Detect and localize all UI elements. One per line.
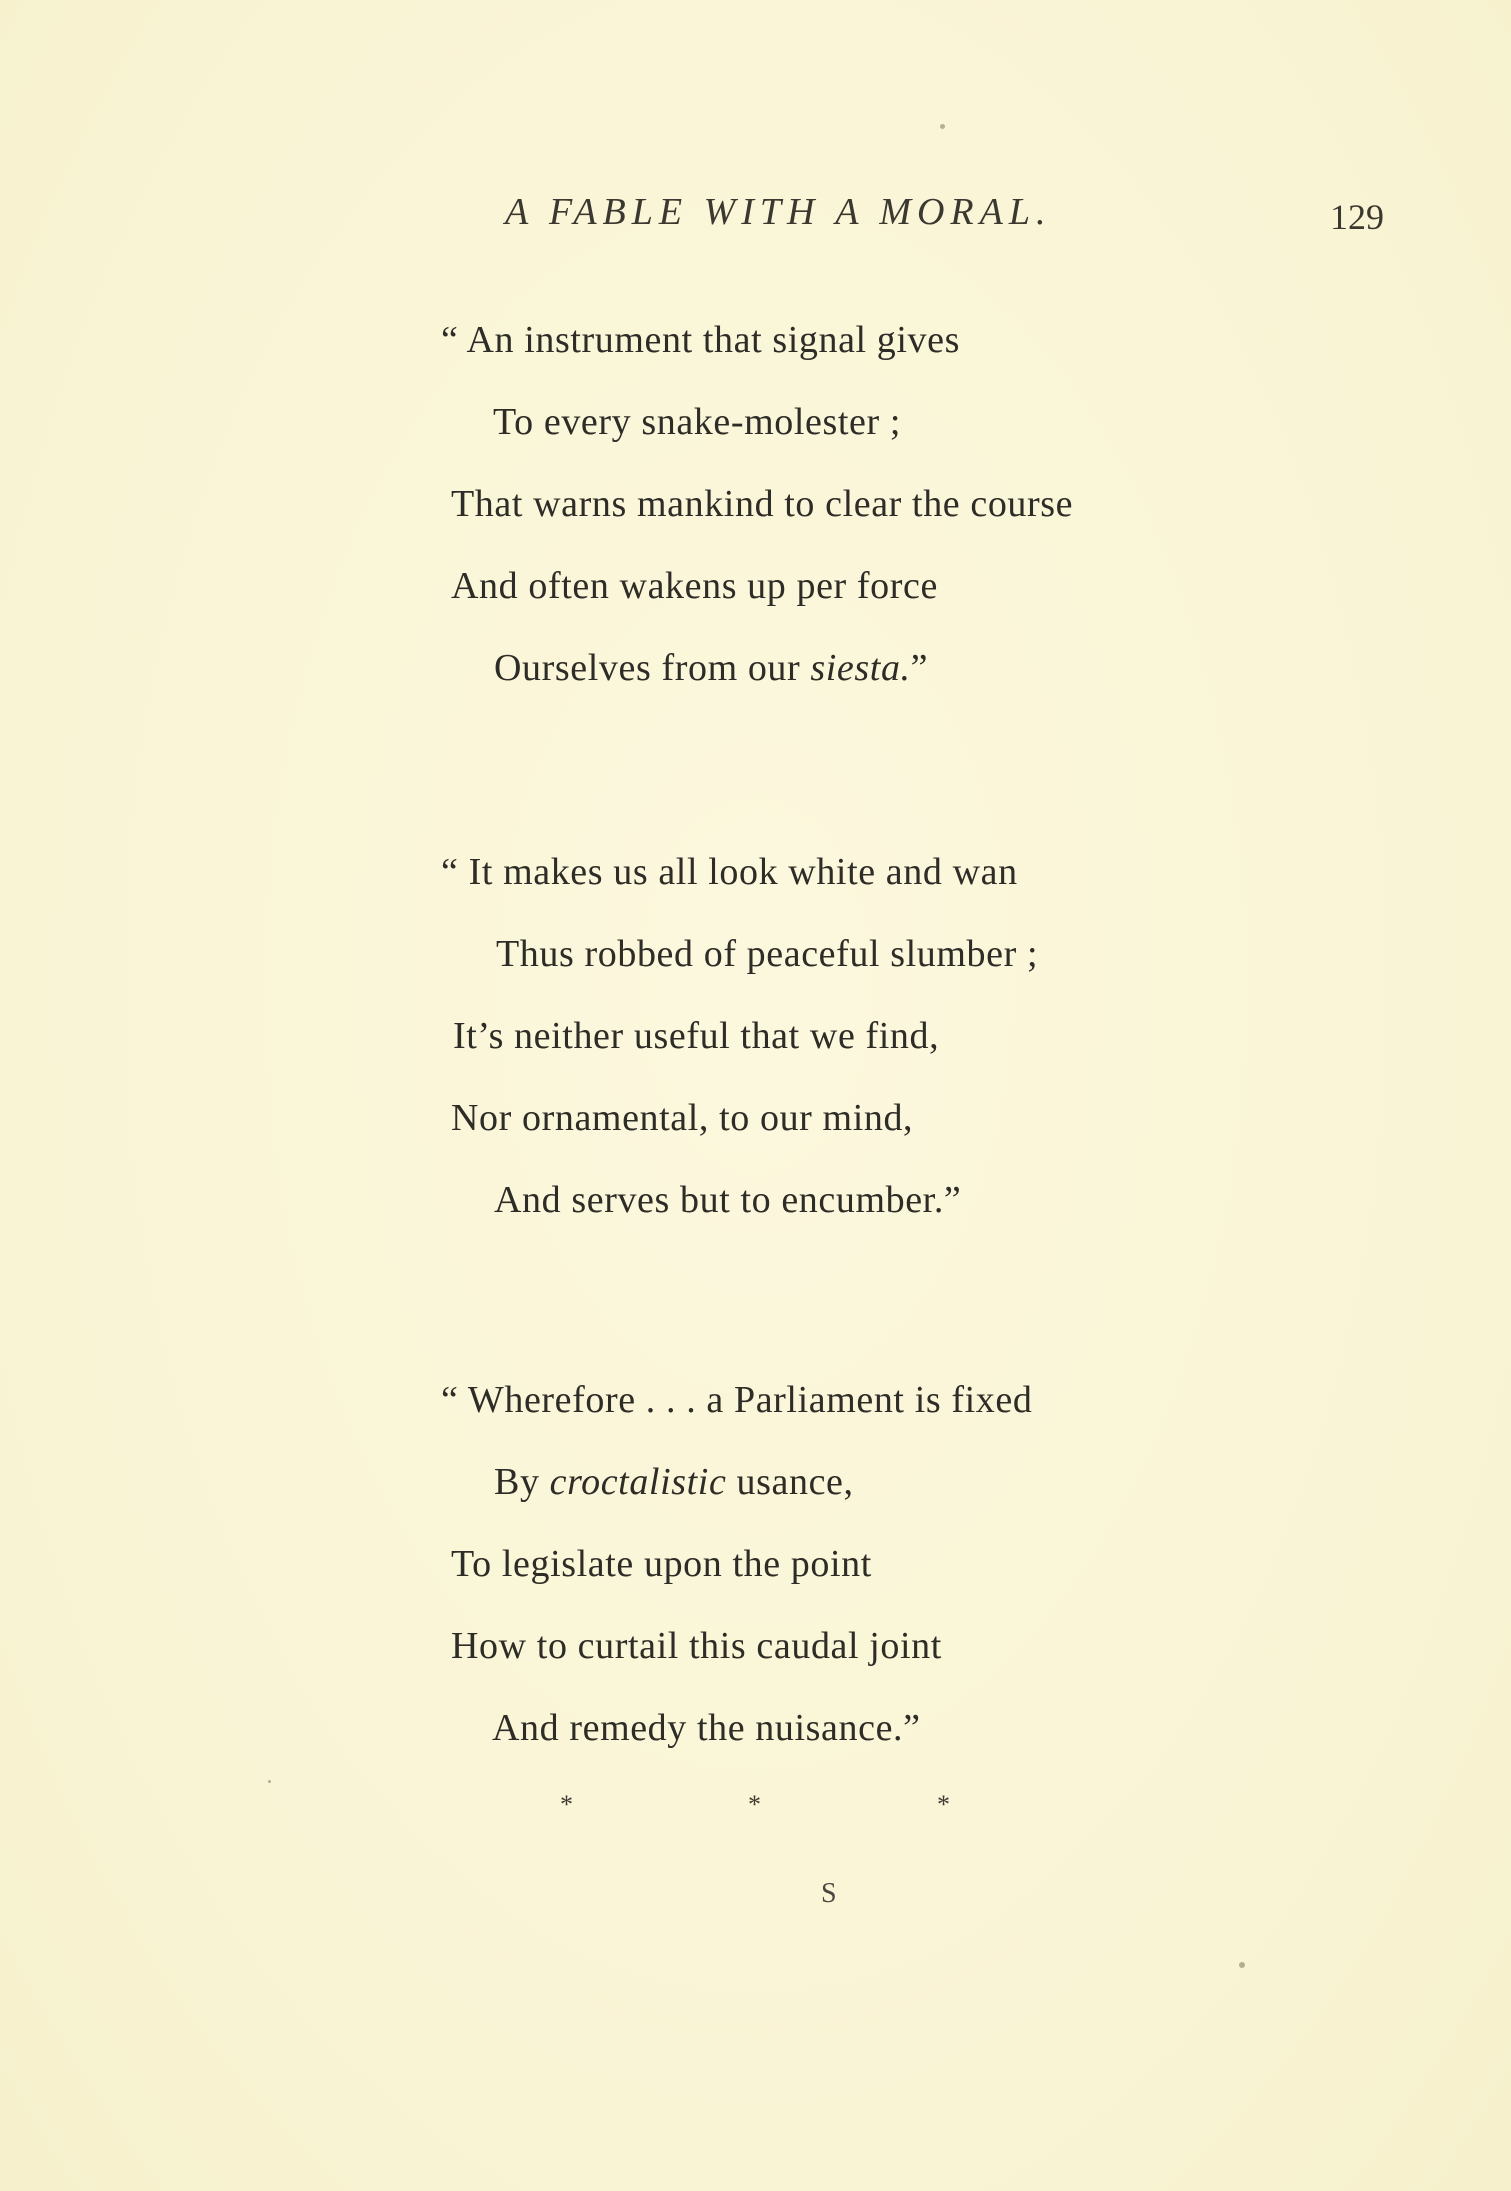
poem-line: That warns mankind to clear the course xyxy=(451,483,1074,525)
poem-line-italic: croctalistic xyxy=(549,1461,727,1503)
poem-line: To legislate upon the point xyxy=(451,1543,872,1585)
running-title: A FABLE WITH A MORAL. xyxy=(505,191,1052,233)
paper-speck xyxy=(1239,1962,1245,1968)
poem-line xyxy=(494,646,928,690)
poem-line-text: By xyxy=(494,1461,550,1503)
signature-mark: S xyxy=(821,1878,838,1909)
poem-line: And often wakens up per force xyxy=(451,565,938,607)
asterisk-mark: * xyxy=(560,1790,573,1819)
paper-speck xyxy=(268,1780,271,1783)
section-break xyxy=(0,1790,1511,1830)
poem-line-italic: siesta. xyxy=(810,647,911,689)
poem-line: And remedy the nuisance.” xyxy=(492,1707,921,1749)
poem-line: How to curtail this caudal joint xyxy=(451,1625,942,1667)
poem-line: “ It makes us all look white and wan xyxy=(441,851,1018,893)
poem-line: It’s neither useful that we find, xyxy=(453,1015,940,1057)
asterisk-mark: * xyxy=(937,1790,950,1819)
paper-speck xyxy=(940,124,945,129)
poem-line: And serves but to encumber.” xyxy=(494,1179,962,1221)
poem-line xyxy=(494,1460,854,1504)
poem-line-text: usance, xyxy=(726,1461,854,1503)
page-number: 129 xyxy=(1330,197,1384,237)
asterisk-mark: * xyxy=(748,1790,761,1819)
poem-line-text: Ourselves from our xyxy=(494,647,811,689)
poem-line: “ An instrument that signal gives xyxy=(441,319,961,361)
poem-line: To every snake-molester ; xyxy=(493,401,902,443)
poem-line: Thus robbed of peaceful slumber ; xyxy=(496,933,1039,975)
poem-line: “ Wherefore . . . a Parliament is fixed xyxy=(441,1379,1033,1421)
poem-line-text: ” xyxy=(910,647,929,689)
poem-line: Nor ornamental, to our mind, xyxy=(451,1097,914,1139)
